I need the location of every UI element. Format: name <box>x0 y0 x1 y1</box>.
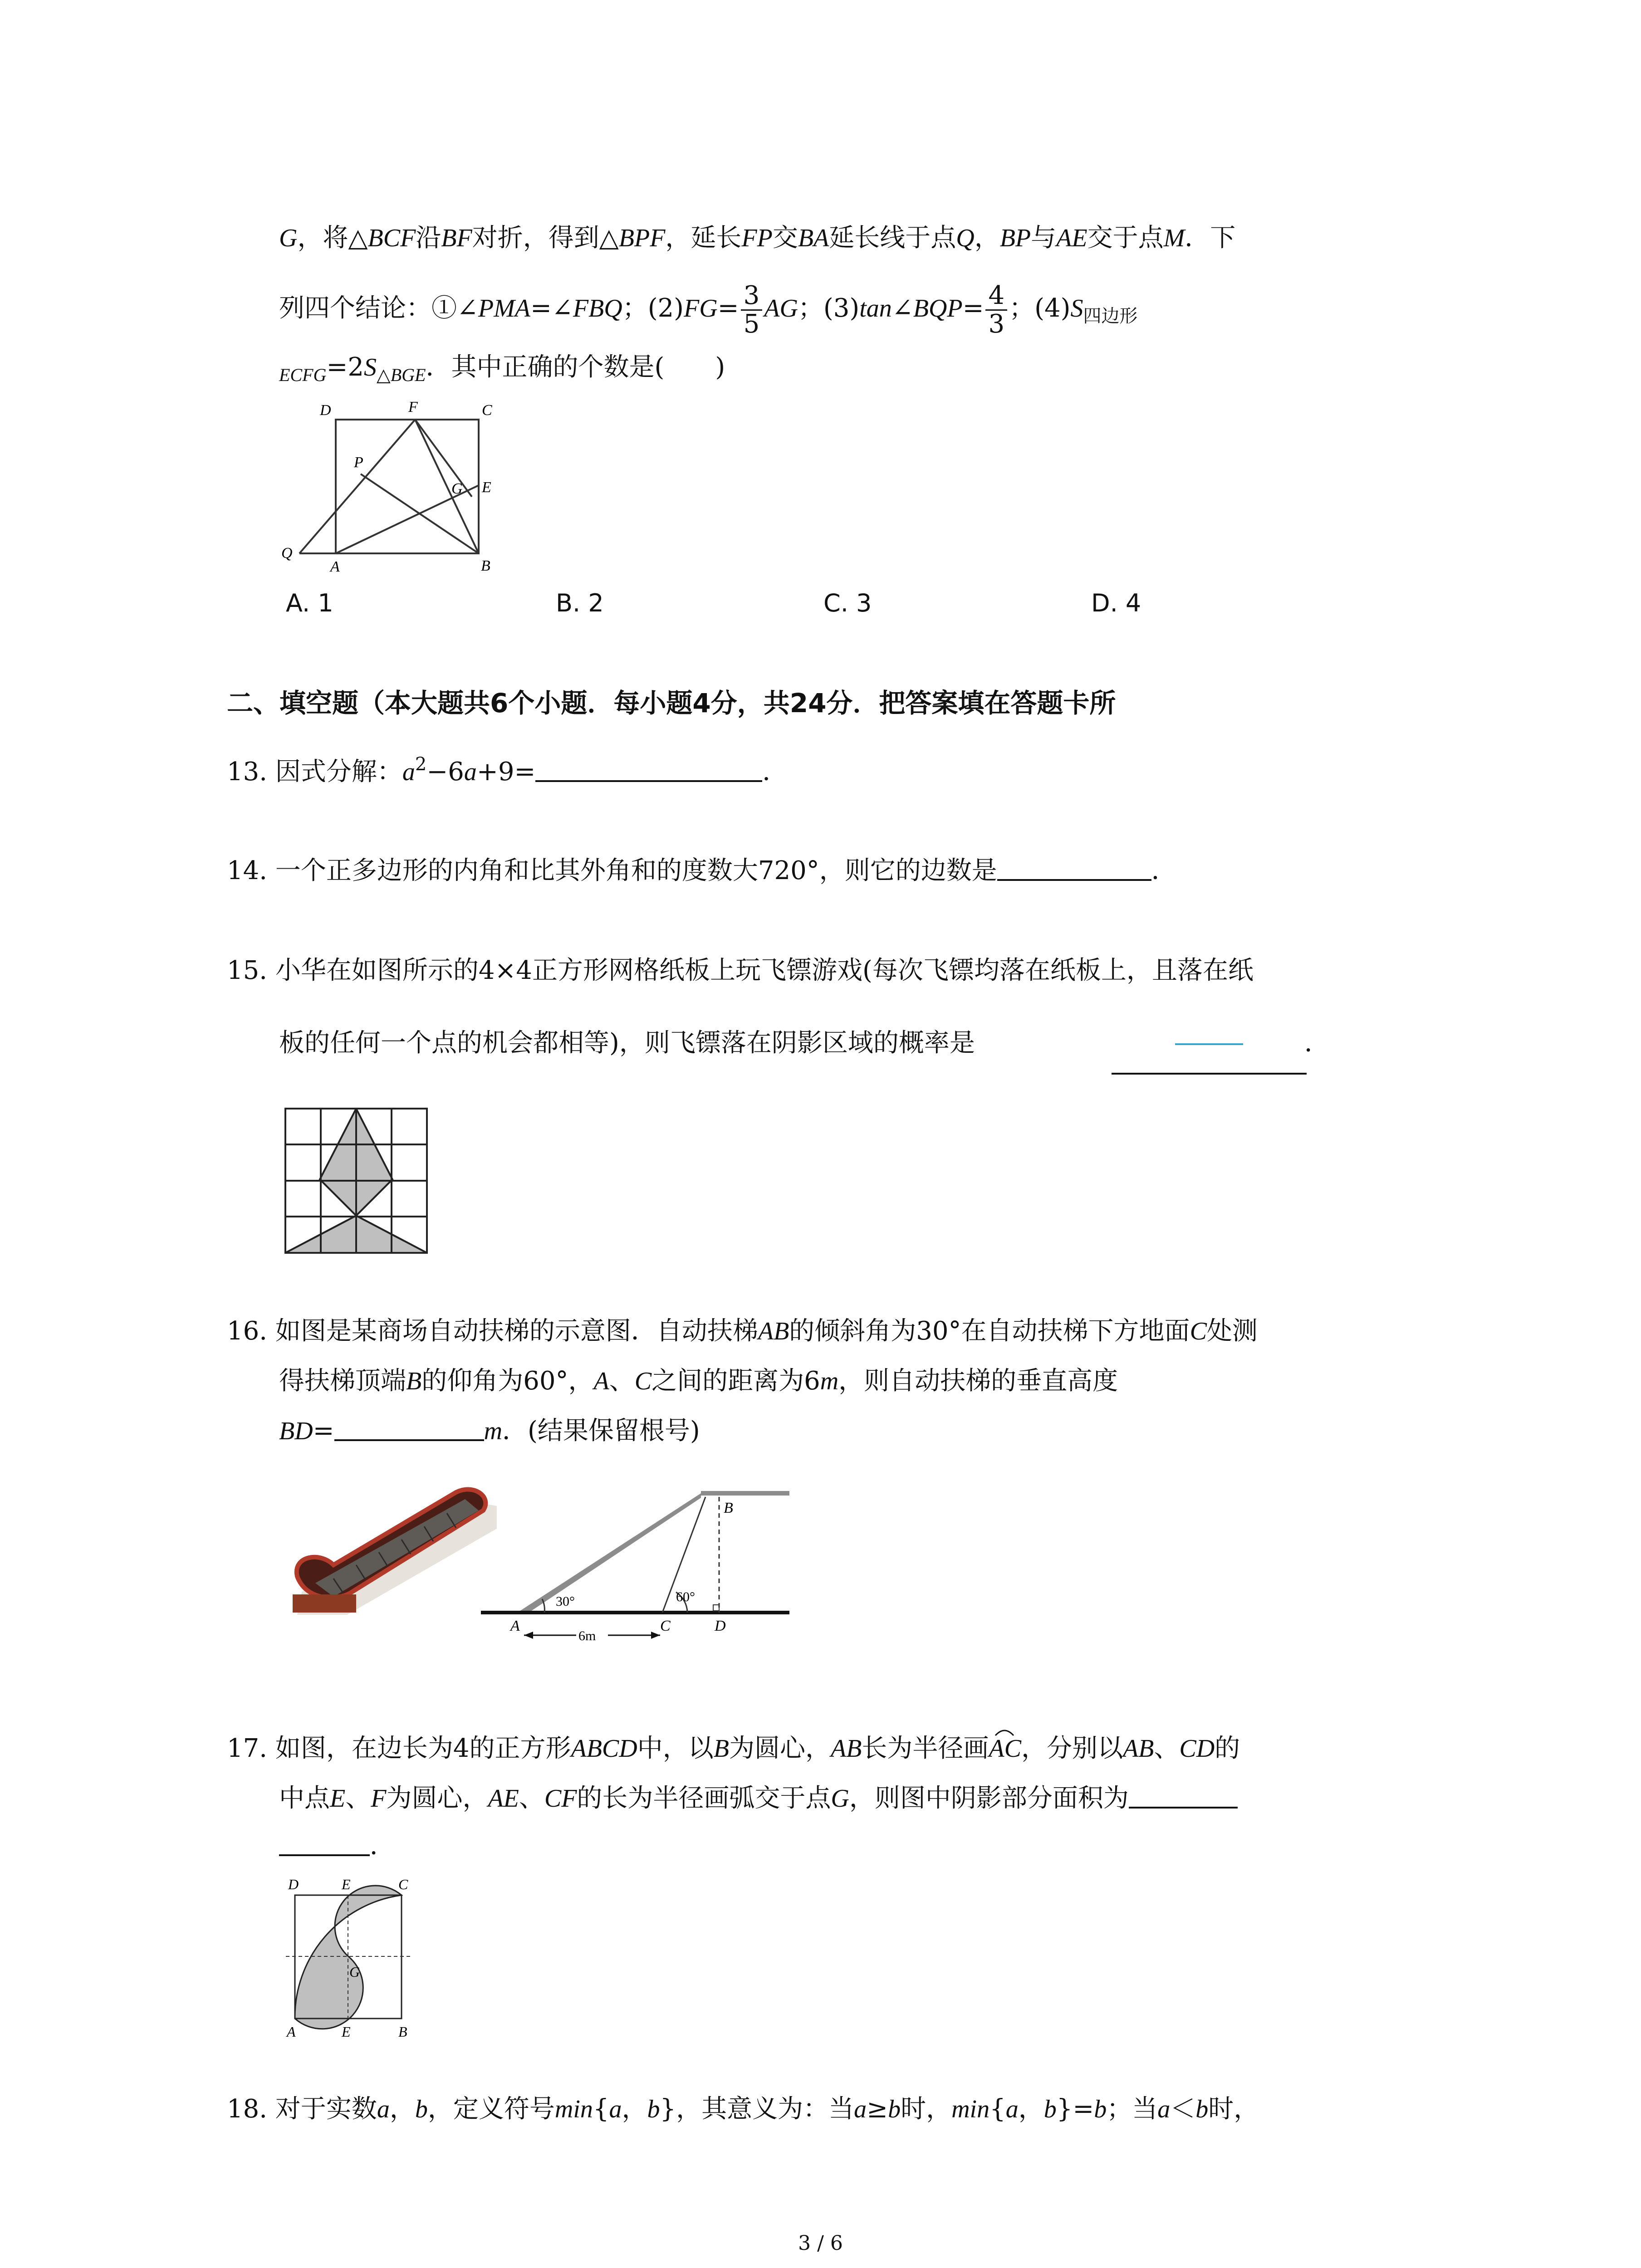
label-g: G <box>451 480 463 497</box>
q16-line3: BD= m．(结果保留根号) <box>279 1413 700 1449</box>
line-fb <box>415 420 479 553</box>
q17-line1: 17. 如图，在边长为4的正方形ABCD中，以B为圆心，AB长为半径画AC ，分别以AB、CD的 <box>227 1730 1240 1767</box>
label-c: C <box>398 1876 408 1892</box>
distance-label: 6m <box>578 1628 596 1643</box>
option-d: D. 4 <box>1091 589 1141 617</box>
q12-line1: G，将△BCF沿BF对折，得到△BPF，延长FP交BA延长线于点Q，BP与AE交于点M．下 <box>279 223 1236 253</box>
q12-line3: $_{ECFG}=2S_{\triangle BGE}$．其中正确的个数是( ) <box>279 352 725 386</box>
q12-line2: 列四个结论：①∠PMA=∠FBQ；(2)FG= $\frac{3}{5}$ AG；(3)tan∠BQP= $\frac{4}{3}$ ；$(4)S_{四边形}$ <box>279 281 1138 339</box>
label-b: B <box>481 557 490 574</box>
arc-ac: AC <box>989 1735 1021 1763</box>
label-f: F <box>408 399 418 415</box>
label-a: A <box>330 558 340 575</box>
q17-figure <box>277 1869 422 2041</box>
q17-answer-blank-2[interactable] <box>279 1829 370 1856</box>
option-b: B. 2 <box>556 589 604 617</box>
label-e-top: E <box>342 1876 351 1892</box>
q14: 14. 一个正多边形的内角和比其外角和的度数大720°，则它的边数是 ． <box>227 853 1177 889</box>
option-c: C. 3 <box>823 589 872 617</box>
q15-period: ． <box>1304 1028 1330 1058</box>
q15-grid-figure <box>284 1107 438 1256</box>
q16-escalator-photo <box>284 1479 497 1619</box>
shaded-region <box>295 1886 402 2029</box>
q14-answer-blank[interactable] <box>997 854 1151 881</box>
q17-answer-blank-1[interactable] <box>1129 1781 1238 1809</box>
q16-line1: 16. 如图是某商场自动扶梯的示意图．自动扶梯AB的倾斜角为30°在自动扶梯下方地面C处测 <box>227 1316 1258 1346</box>
label-c: C <box>482 402 492 419</box>
label-e: E <box>482 479 491 496</box>
q13: 13. 因式分解：$a^2-6a+9=$ ． <box>227 754 788 787</box>
label-g: G <box>349 1964 360 1980</box>
angle-30-label: 30° <box>556 1594 575 1609</box>
q16-diagram <box>476 1483 789 1647</box>
label-a: A <box>510 1618 520 1634</box>
label-p: P <box>354 454 363 471</box>
label-d: D <box>320 402 331 419</box>
line-fg <box>415 420 472 497</box>
q18: 18. 对于实数a，b，定义符号min{a，b}，其意义为：当a≥b时，min{a，b}=b；当a＜b时， <box>227 2094 1259 2124</box>
angle-60-label: 60° <box>676 1589 695 1604</box>
q15-answer-blank[interactable] <box>1112 1073 1307 1075</box>
label-d: D <box>715 1618 726 1634</box>
fraction-3-5: $\frac{3}{5}$ <box>741 282 763 338</box>
label-q: Q <box>281 545 293 562</box>
q16-answer-blank[interactable] <box>334 1414 484 1441</box>
section-2-title: 二、填空题（本大题共6个小题．每小题4分，共24分．把答案填在答题卡所 <box>227 688 1116 719</box>
q15-line2: 板的任何一个点的机会都相等)，则飞镖落在阴影区域的概率是 <box>279 1028 975 1058</box>
q13-answer-blank[interactable] <box>535 755 762 782</box>
fraction-4-3: $\frac{4}{3}$ <box>985 282 1007 338</box>
escalator-ramp <box>519 1493 701 1611</box>
q12-square-figure <box>272 399 508 581</box>
q16-line2: 得扶梯顶端B的仰角为60°，A、C之间的距离为6m，则自动扶梯的垂直高度 <box>279 1366 1118 1396</box>
label-c: C <box>660 1618 671 1634</box>
label-e: E <box>342 2024 351 2040</box>
label-a: A <box>287 2024 296 2040</box>
label-d: D <box>288 1876 299 1892</box>
q17-line2: 中点E、F为圆心，AE、CF的长为半径画弧交于点G，则图中阴影部分面积为 <box>279 1780 1238 1817</box>
label-b: B <box>724 1500 733 1516</box>
line-qf <box>299 420 415 553</box>
q17-line3: ． <box>279 1828 395 1864</box>
option-a: A. 1 <box>286 589 333 617</box>
page-number: 3 / 6 <box>798 2232 843 2255</box>
q15-line1: 15. 小华在如图所示的4×4正方形网格纸板上玩飞镖游戏(每次飞镖均落在纸板上，且落在纸 <box>227 956 1254 985</box>
q15-accent-line <box>1175 1043 1243 1045</box>
label-b: B <box>398 2024 407 2040</box>
